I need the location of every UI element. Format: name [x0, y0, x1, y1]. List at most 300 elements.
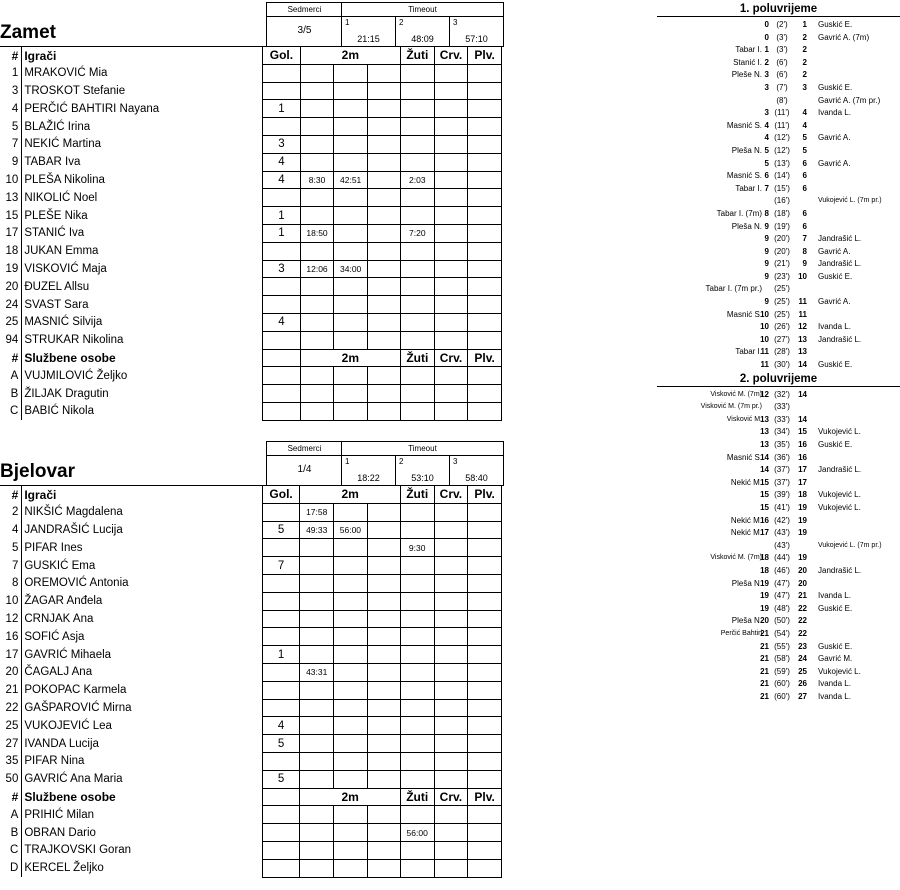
blue-card	[468, 521, 502, 539]
col-zuti-header: Žuti	[400, 788, 434, 806]
suspension-3	[367, 574, 400, 592]
event-minute: (6')	[776, 70, 788, 80]
red-card	[434, 699, 468, 717]
home-score: 9	[764, 271, 769, 281]
away-scorer: Jandrašić L.	[818, 465, 862, 475]
suspension-3	[367, 64, 400, 82]
timeout-number: 2	[399, 457, 404, 466]
away-score: 5	[802, 133, 807, 143]
yellow-card	[400, 242, 434, 260]
event-minute: (59')	[774, 666, 790, 676]
player-number: 25	[5, 719, 19, 732]
suspension-1	[300, 824, 334, 842]
suspension-3	[367, 539, 400, 557]
player-number: 27	[5, 737, 19, 750]
event-minute: (26')	[774, 322, 790, 332]
event-row	[657, 120, 900, 133]
staff-goals	[263, 367, 301, 385]
suspension-1	[300, 402, 334, 420]
event-row	[657, 489, 900, 502]
event-row	[657, 44, 900, 57]
home-score: 10	[760, 334, 769, 344]
staff-row	[0, 806, 502, 824]
player-name: MRAKOVIĆ Mia	[22, 64, 263, 82]
staff-name: BABIĆ Nikola	[22, 402, 263, 420]
away-score: 5	[802, 145, 807, 155]
red-card	[434, 770, 468, 788]
player-name: POKOPAC Karmela	[22, 681, 262, 699]
col-crv-header: Crv.	[434, 486, 468, 503]
away-scorer: Gavrić A. (7m pr.)	[818, 95, 881, 105]
blue-card	[468, 770, 502, 788]
yellow-card	[400, 313, 434, 331]
event-minute: (14')	[774, 171, 790, 181]
player-name: NIKOLIĆ Noel	[22, 189, 263, 207]
yellow-card	[400, 859, 434, 877]
away-scorer: Vukojević L.	[818, 427, 861, 437]
yellow-card	[400, 296, 434, 314]
red-card	[434, 207, 468, 225]
staff-letter: C	[10, 405, 19, 418]
home-scorer: Masnić S.	[726, 309, 762, 319]
home-score: 16	[760, 515, 769, 525]
blue-card	[468, 402, 502, 420]
timeout-time: 53:10	[411, 473, 434, 483]
team-sheet-home	[0, 2, 502, 421]
suspension-2	[334, 64, 368, 82]
suspension-1	[300, 118, 334, 136]
event-row	[657, 540, 900, 553]
yellow-card	[400, 64, 434, 82]
event-row	[657, 615, 900, 628]
home-score: 19	[760, 603, 769, 613]
suspension-2	[334, 628, 368, 646]
suspension-1	[300, 610, 334, 628]
staff-row	[0, 367, 502, 385]
player-goals: 5	[262, 735, 300, 753]
timeout-number: 1	[345, 18, 350, 27]
suspension-3	[367, 118, 400, 136]
home-score: 19	[760, 578, 769, 588]
red-card	[434, 242, 468, 260]
red-card	[434, 331, 468, 349]
home-score: 5	[764, 145, 769, 155]
event-row	[657, 208, 900, 221]
player-name: NEKIĆ Martina	[22, 135, 263, 153]
event-minute: (46')	[774, 565, 790, 575]
yellow-card: 2:03	[400, 171, 434, 189]
timeout-number: 2	[399, 18, 404, 27]
timeout-number: 1	[345, 457, 350, 466]
suspension-1	[300, 752, 334, 770]
staff-name: VUJMILOVIĆ Željko	[22, 367, 263, 385]
yellow-card	[400, 118, 434, 136]
player-name: SVAST Sara	[22, 296, 263, 314]
player-row	[0, 260, 502, 278]
event-row	[657, 107, 900, 120]
home-score: 14	[760, 452, 769, 462]
blue-card	[468, 859, 502, 877]
timeout-time: 57:10	[465, 34, 488, 44]
away-score: 18	[798, 490, 807, 500]
event-row	[657, 309, 900, 322]
red-card	[434, 592, 468, 610]
suspension-3	[367, 367, 400, 385]
yellow-card	[400, 278, 434, 296]
blue-card	[468, 153, 502, 171]
home-score: 9	[764, 259, 769, 269]
red-card	[434, 385, 468, 403]
home-score: 9	[764, 246, 769, 256]
player-row	[0, 663, 502, 681]
home-scorer: Nekić M.	[730, 477, 762, 487]
suspension-3	[367, 189, 400, 207]
suspension-3	[367, 824, 400, 842]
team-name: Zamet	[0, 22, 56, 43]
suspension-2	[334, 313, 368, 331]
player-name: VISKOVIĆ Maja	[22, 260, 263, 278]
sedmerci-box	[266, 2, 342, 47]
suspension-3	[367, 278, 400, 296]
home-score: 15	[760, 502, 769, 512]
home-score: 12	[760, 389, 769, 399]
suspension-3	[367, 628, 400, 646]
away-score: 6	[802, 158, 807, 168]
red-card	[434, 752, 468, 770]
away-score: 9	[802, 259, 807, 269]
blue-card	[468, 806, 502, 824]
timeout-cell	[449, 456, 503, 486]
away-score: 20	[798, 578, 807, 588]
suspension-1: 18:50	[300, 224, 334, 242]
column-header-row	[0, 349, 502, 367]
timeout-cell	[449, 17, 503, 47]
player-row	[0, 135, 502, 153]
player-name: TROSKOT Stefanie	[22, 82, 263, 100]
staff-goals	[262, 824, 300, 842]
timeout-cell	[342, 456, 395, 486]
staff-letter: B	[10, 387, 19, 400]
away-scorer: Ivanda L.	[818, 591, 851, 601]
event-minute: (33')	[774, 402, 790, 412]
away-scorer: Gavrić A.	[818, 133, 851, 143]
event-log	[657, 2, 900, 703]
blue-card	[468, 663, 502, 681]
event-minute: (13')	[774, 158, 790, 168]
suspension-1	[300, 770, 334, 788]
yellow-card	[400, 770, 434, 788]
suspension-1	[300, 385, 334, 403]
event-row	[657, 95, 900, 108]
away-scorer: Guskić E.	[818, 82, 853, 92]
suspension-3	[367, 385, 400, 403]
player-goals	[263, 278, 301, 296]
player-goals	[263, 296, 301, 314]
event-minute: (11')	[774, 120, 790, 130]
event-row	[657, 439, 900, 452]
suspension-3	[367, 557, 400, 575]
suspension-2	[334, 752, 368, 770]
suspension-3	[367, 207, 400, 225]
event-row	[657, 221, 900, 234]
blue-card	[468, 367, 502, 385]
away-scorer: Ivanda L.	[818, 691, 851, 701]
event-minute: (41')	[774, 502, 790, 512]
event-minute: (27')	[774, 334, 790, 344]
home-score: 13	[760, 440, 769, 449]
staff-name: ŽILJAK Dragutin	[22, 385, 263, 403]
player-number: 17	[5, 648, 19, 661]
player-number: 7	[11, 138, 19, 151]
home-score: 21	[760, 628, 769, 638]
suspension-2	[334, 82, 368, 100]
sedmerci-value: 1/4	[297, 464, 312, 475]
away-score: 2	[802, 32, 807, 42]
suspension-2	[334, 841, 368, 859]
away-scorer: Gavrić A. (7m)	[818, 32, 870, 42]
event-row	[657, 464, 900, 477]
red-card	[434, 681, 468, 699]
event-row	[657, 321, 900, 334]
event-row	[657, 19, 900, 32]
home-scorer: Stanić I.	[733, 57, 762, 67]
player-name: JANDRAŠIĆ Lucija	[22, 521, 262, 539]
suspension-1	[300, 296, 334, 314]
away-scorer: Guskić E.	[818, 360, 853, 370]
yellow-card	[400, 82, 434, 100]
red-card	[434, 663, 468, 681]
away-score: 6	[802, 171, 807, 181]
player-name: GUSKIĆ Ema	[22, 557, 262, 575]
player-goals: 1	[263, 207, 301, 225]
player-name: GAŠPAROVIĆ Mirna	[22, 699, 262, 717]
event-row	[657, 691, 900, 704]
player-number: 20	[5, 666, 19, 679]
red-card	[434, 539, 468, 557]
event-minute: (12')	[774, 133, 790, 143]
player-number: 2	[11, 506, 19, 519]
player-goals	[262, 628, 300, 646]
event-minute: (30')	[774, 360, 790, 370]
event-minute: (3')	[776, 32, 788, 42]
player-row	[0, 503, 502, 521]
suspension-3	[367, 153, 400, 171]
event-minute: (7')	[776, 82, 788, 92]
away-score: 14	[798, 360, 807, 370]
suspension-1	[300, 278, 334, 296]
event-row	[657, 170, 900, 183]
event-row	[657, 666, 900, 679]
home-scorer: Perčić Bahtiri	[720, 629, 762, 637]
blue-card	[468, 592, 502, 610]
event-minute: (47')	[774, 591, 790, 601]
suspension-2	[334, 717, 368, 735]
player-number: 7	[11, 559, 19, 572]
suspension-2: 34:00	[334, 260, 368, 278]
player-goals: 5	[262, 770, 300, 788]
event-row	[657, 32, 900, 45]
red-card	[434, 153, 468, 171]
suspension-3	[367, 681, 400, 699]
player-row	[0, 735, 502, 753]
player-goals: 3	[263, 135, 301, 153]
home-scorer: Nekić M.	[730, 528, 762, 538]
event-row	[657, 346, 900, 359]
timeout-time: 58:40	[465, 473, 488, 483]
away-score: 25	[798, 666, 807, 676]
player-name: CRNJAK Ana	[22, 610, 262, 628]
away-scorer: Jandrašić L.	[818, 334, 862, 344]
col-crv-header: Crv.	[434, 349, 468, 367]
suspension-2	[334, 189, 368, 207]
suspension-1	[300, 242, 334, 260]
red-card	[434, 296, 468, 314]
suspension-2	[334, 735, 368, 753]
home-score: 6	[764, 171, 769, 181]
away-score: 7	[802, 234, 807, 244]
away-score: 22	[798, 603, 807, 613]
col-name-header: Službene osobe	[22, 349, 263, 367]
timeout-box	[341, 441, 504, 486]
col-2m-header: 2m	[300, 349, 400, 367]
suspension-2	[334, 806, 368, 824]
event-row	[657, 57, 900, 70]
player-goals: 4	[263, 313, 301, 331]
blue-card	[468, 646, 502, 664]
away-score: 19	[798, 515, 807, 525]
event-row	[657, 527, 900, 540]
yellow-card: 56:00	[400, 824, 434, 842]
player-name: JUKAN Emma	[22, 242, 263, 260]
home-scorer: Visković M. (7m)	[710, 554, 762, 562]
away-scorer: Jandrašić L.	[818, 234, 862, 244]
staff-row	[0, 385, 502, 403]
event-minute: (19')	[774, 221, 790, 231]
event-minute: (8')	[776, 95, 788, 105]
red-card	[434, 824, 468, 842]
away-score: 1	[802, 20, 807, 29]
home-score: 21	[760, 666, 769, 676]
event-minute: (37')	[774, 477, 790, 487]
blue-card	[468, 503, 502, 521]
team-sheet-away	[0, 441, 502, 878]
home-score: 1	[764, 45, 769, 55]
away-scorer: Gavrić A.	[818, 297, 851, 307]
suspension-3	[367, 610, 400, 628]
event-minute: (37')	[774, 465, 790, 475]
event-row	[657, 578, 900, 591]
suspension-1	[300, 646, 334, 664]
home-score: 21	[760, 691, 769, 701]
home-scorer: Visković M. (7m pr.)	[700, 403, 762, 411]
event-row	[657, 82, 900, 95]
yellow-card	[400, 592, 434, 610]
event-row	[657, 359, 900, 372]
event-minute: (23')	[774, 271, 790, 281]
timeout-box	[341, 2, 504, 47]
player-name: PLEŠA Nikolina	[22, 171, 263, 189]
yellow-card	[400, 699, 434, 717]
player-goals	[262, 503, 300, 521]
col-num-header: #	[11, 789, 19, 804]
away-score: 21	[798, 591, 807, 601]
event-minute: (44')	[774, 553, 790, 563]
event-row	[657, 477, 900, 490]
red-card	[434, 313, 468, 331]
yellow-card	[400, 735, 434, 753]
red-card	[434, 402, 468, 420]
col-name-header: Igrači	[22, 47, 263, 64]
player-number: 18	[5, 245, 19, 258]
suspension-2	[334, 135, 368, 153]
event-row	[657, 158, 900, 171]
red-card	[434, 735, 468, 753]
player-number: 1	[11, 67, 19, 80]
yellow-card	[400, 402, 434, 420]
player-row	[0, 278, 502, 296]
red-card	[434, 646, 468, 664]
player-name: TABAR Iva	[22, 153, 263, 171]
yellow-card	[400, 331, 434, 349]
suspension-1	[300, 135, 334, 153]
home-score: 3	[764, 70, 769, 80]
staff-letter: C	[10, 844, 19, 857]
event-row	[657, 641, 900, 654]
col-crv-header: Crv.	[434, 47, 468, 64]
suspension-2	[334, 503, 368, 521]
player-row	[0, 539, 502, 557]
col-plv-header: Plv.	[468, 47, 502, 64]
away-scorer: Ivanda L.	[818, 679, 851, 689]
home-score: 20	[760, 616, 769, 626]
yellow-card	[400, 574, 434, 592]
staff-letter: D	[10, 862, 19, 875]
away-score: 22	[798, 616, 807, 626]
event-row	[657, 271, 900, 284]
away-scorer: Guskić E.	[818, 440, 853, 449]
suspension-1	[300, 64, 334, 82]
home-score: 10	[760, 309, 769, 319]
event-row	[657, 296, 900, 309]
suspension-1	[300, 153, 334, 171]
suspension-3	[367, 699, 400, 717]
event-minute: (36')	[774, 452, 790, 462]
suspension-2	[334, 610, 368, 628]
timeout-cell	[395, 17, 449, 47]
roster-table	[0, 47, 502, 421]
player-number: 16	[5, 630, 19, 643]
player-number: 19	[5, 262, 19, 275]
suspension-3	[367, 331, 400, 349]
col-crv-header: Crv.	[434, 788, 468, 806]
player-row	[0, 118, 502, 136]
home-scorer: Visković M.	[726, 415, 762, 423]
red-card	[434, 100, 468, 118]
red-card	[434, 224, 468, 242]
staff-goals	[263, 402, 301, 420]
blue-card	[468, 681, 502, 699]
player-number: 9	[11, 156, 19, 169]
player-number: 5	[11, 541, 19, 554]
away-scorer: Guskić E.	[818, 641, 853, 651]
blue-card	[468, 64, 502, 82]
player-goals	[262, 752, 300, 770]
player-name: VUKOJEVIĆ Lea	[22, 717, 262, 735]
home-scorer: Pleša N.	[731, 578, 762, 588]
away-scorer: Vukojević L. (7m pr.)	[818, 197, 882, 205]
player-goals: 4	[262, 717, 300, 735]
player-number: 10	[5, 595, 19, 608]
